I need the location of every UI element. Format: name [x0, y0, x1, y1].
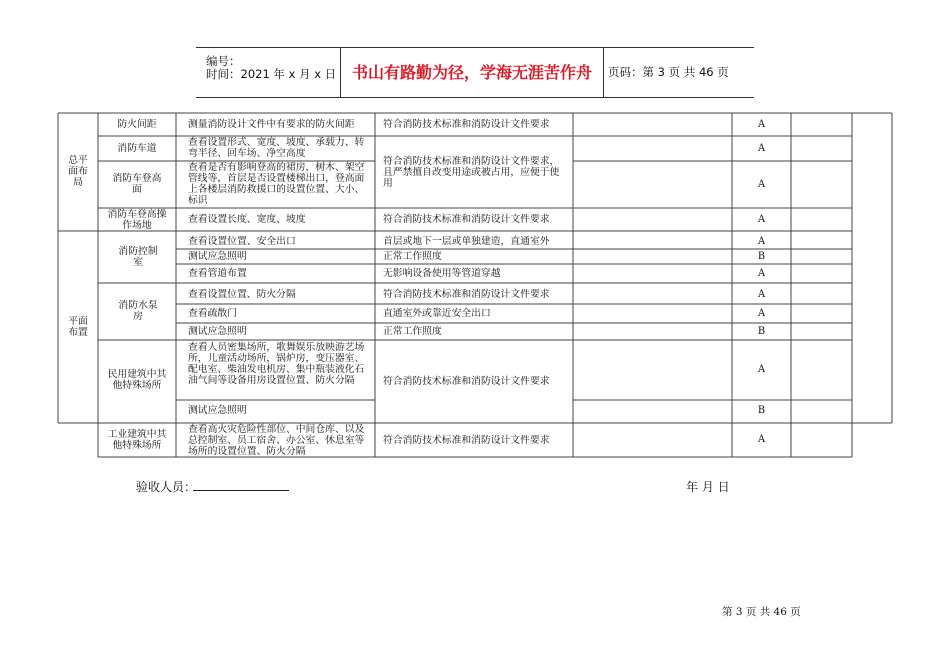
document-date: 时间：2021 年 x 月 x 日	[206, 67, 337, 81]
grade-cell: A	[757, 179, 766, 190]
grade-cell: A	[757, 434, 766, 445]
method-text: 测量消防设计文件中有要求的防火间距	[188, 119, 355, 130]
date-field: 年 月 日	[686, 480, 730, 494]
method-text: 查看设置位置、安全出口	[188, 236, 296, 247]
item-label: 消防水泵房	[118, 300, 158, 322]
header-slogan: 书山有路勤为径，学海无涯苦作舟	[340, 48, 604, 97]
method-text: 查看疏散门	[188, 308, 237, 319]
page-footer: 第 3 页 共 46 页	[722, 606, 801, 618]
item-label: 消防车登高操作场地	[107, 209, 167, 231]
item-label: 民用建筑中其他特殊场所	[107, 369, 167, 391]
method-text: 查看高火灾危险性部位、中间仓库、以及总控制室、员工宿舍、办公室、休息室等场所的设置位置、防火分隔	[188, 424, 365, 457]
criteria-text: 正常工作照度	[383, 251, 442, 262]
method-text: 测试应急照明	[188, 405, 247, 416]
method-text: 测试应急照明	[188, 326, 247, 337]
grade-cell: A	[757, 364, 766, 375]
criteria-text: 符合消防技术标准和消防设计文件要求	[383, 376, 550, 387]
section-plan-layout: 平面布置	[68, 316, 88, 338]
item-label: 消防车道	[117, 143, 157, 154]
grade-cell: B	[757, 405, 766, 416]
criteria-text: 符合消防技术标准和消防设计文件要求	[383, 289, 550, 300]
grade-cell: B	[757, 326, 766, 337]
method-text: 查看管道布置	[188, 268, 247, 279]
grade-cell: A	[757, 268, 766, 279]
grade-cell: A	[757, 289, 766, 300]
item-label: 消防控制室	[118, 246, 158, 268]
inspector-signature-field	[136, 478, 196, 495]
section-general-layout: 总平面布局	[68, 155, 88, 188]
item-label: 消防车登高面	[112, 173, 162, 195]
criteria-text: 正常工作照度	[383, 326, 442, 337]
grade-cell: A	[757, 308, 766, 319]
criteria-text: 符合消防技术标准和消防设计文件要求	[383, 119, 550, 130]
inspector-label: 验收人员：	[136, 480, 197, 494]
method-text: 测试应急照明	[188, 251, 247, 262]
method-text: 查看设置长度、宽度、坡度	[188, 214, 306, 225]
method-text: 查看设置位置、防火分隔	[188, 289, 296, 300]
criteria-text: 符合消防技术标准和消防设计文件要求，且严禁擅自改变用途或被占用，应便于使用	[383, 156, 560, 189]
grade-cell: B	[757, 251, 766, 262]
document-number-label: 编号：	[206, 54, 241, 68]
grade-cell: A	[757, 214, 766, 225]
grade-cell: A	[757, 236, 766, 247]
criteria-text: 符合消防技术标准和消防设计文件要求	[383, 214, 550, 225]
method-text: 查看是否有影响登高的裙房，树木、架空管线等，首层是否设置楼梯出口，登高面上各楼层消防救援口的设置位置、大小、标识	[188, 162, 365, 206]
method-text: 查看设置形式、宽度、坡度、承载力、转弯半径、回车场、净空高度	[188, 137, 365, 159]
item-label: 防火间距	[117, 119, 157, 130]
criteria-text: 直通室外或靠近安全出口	[383, 308, 491, 319]
criteria-text: 首层或地下一层或单独建造，直通室外	[383, 236, 550, 247]
criteria-text: 符合消防技术标准和消防设计文件要求	[383, 435, 550, 446]
grade-cell: A	[757, 143, 766, 154]
grade-cell: A	[757, 119, 766, 130]
page-indicator: 页码：第 3 页 共 46 页	[608, 65, 729, 79]
criteria-text: 无影响设备使用等管道穿越	[383, 268, 501, 279]
item-label: 工业建筑中其他特殊场所	[107, 429, 167, 451]
signature-line	[193, 490, 289, 491]
method-text: 查看人员密集场所，歌舞娱乐放映游艺场所，儿童活动场所，锅炉房，变压器室、配电室、柴油发电机房、集中瓶装液化石油气间等设备用房设置位置、防火分隔	[188, 342, 365, 386]
